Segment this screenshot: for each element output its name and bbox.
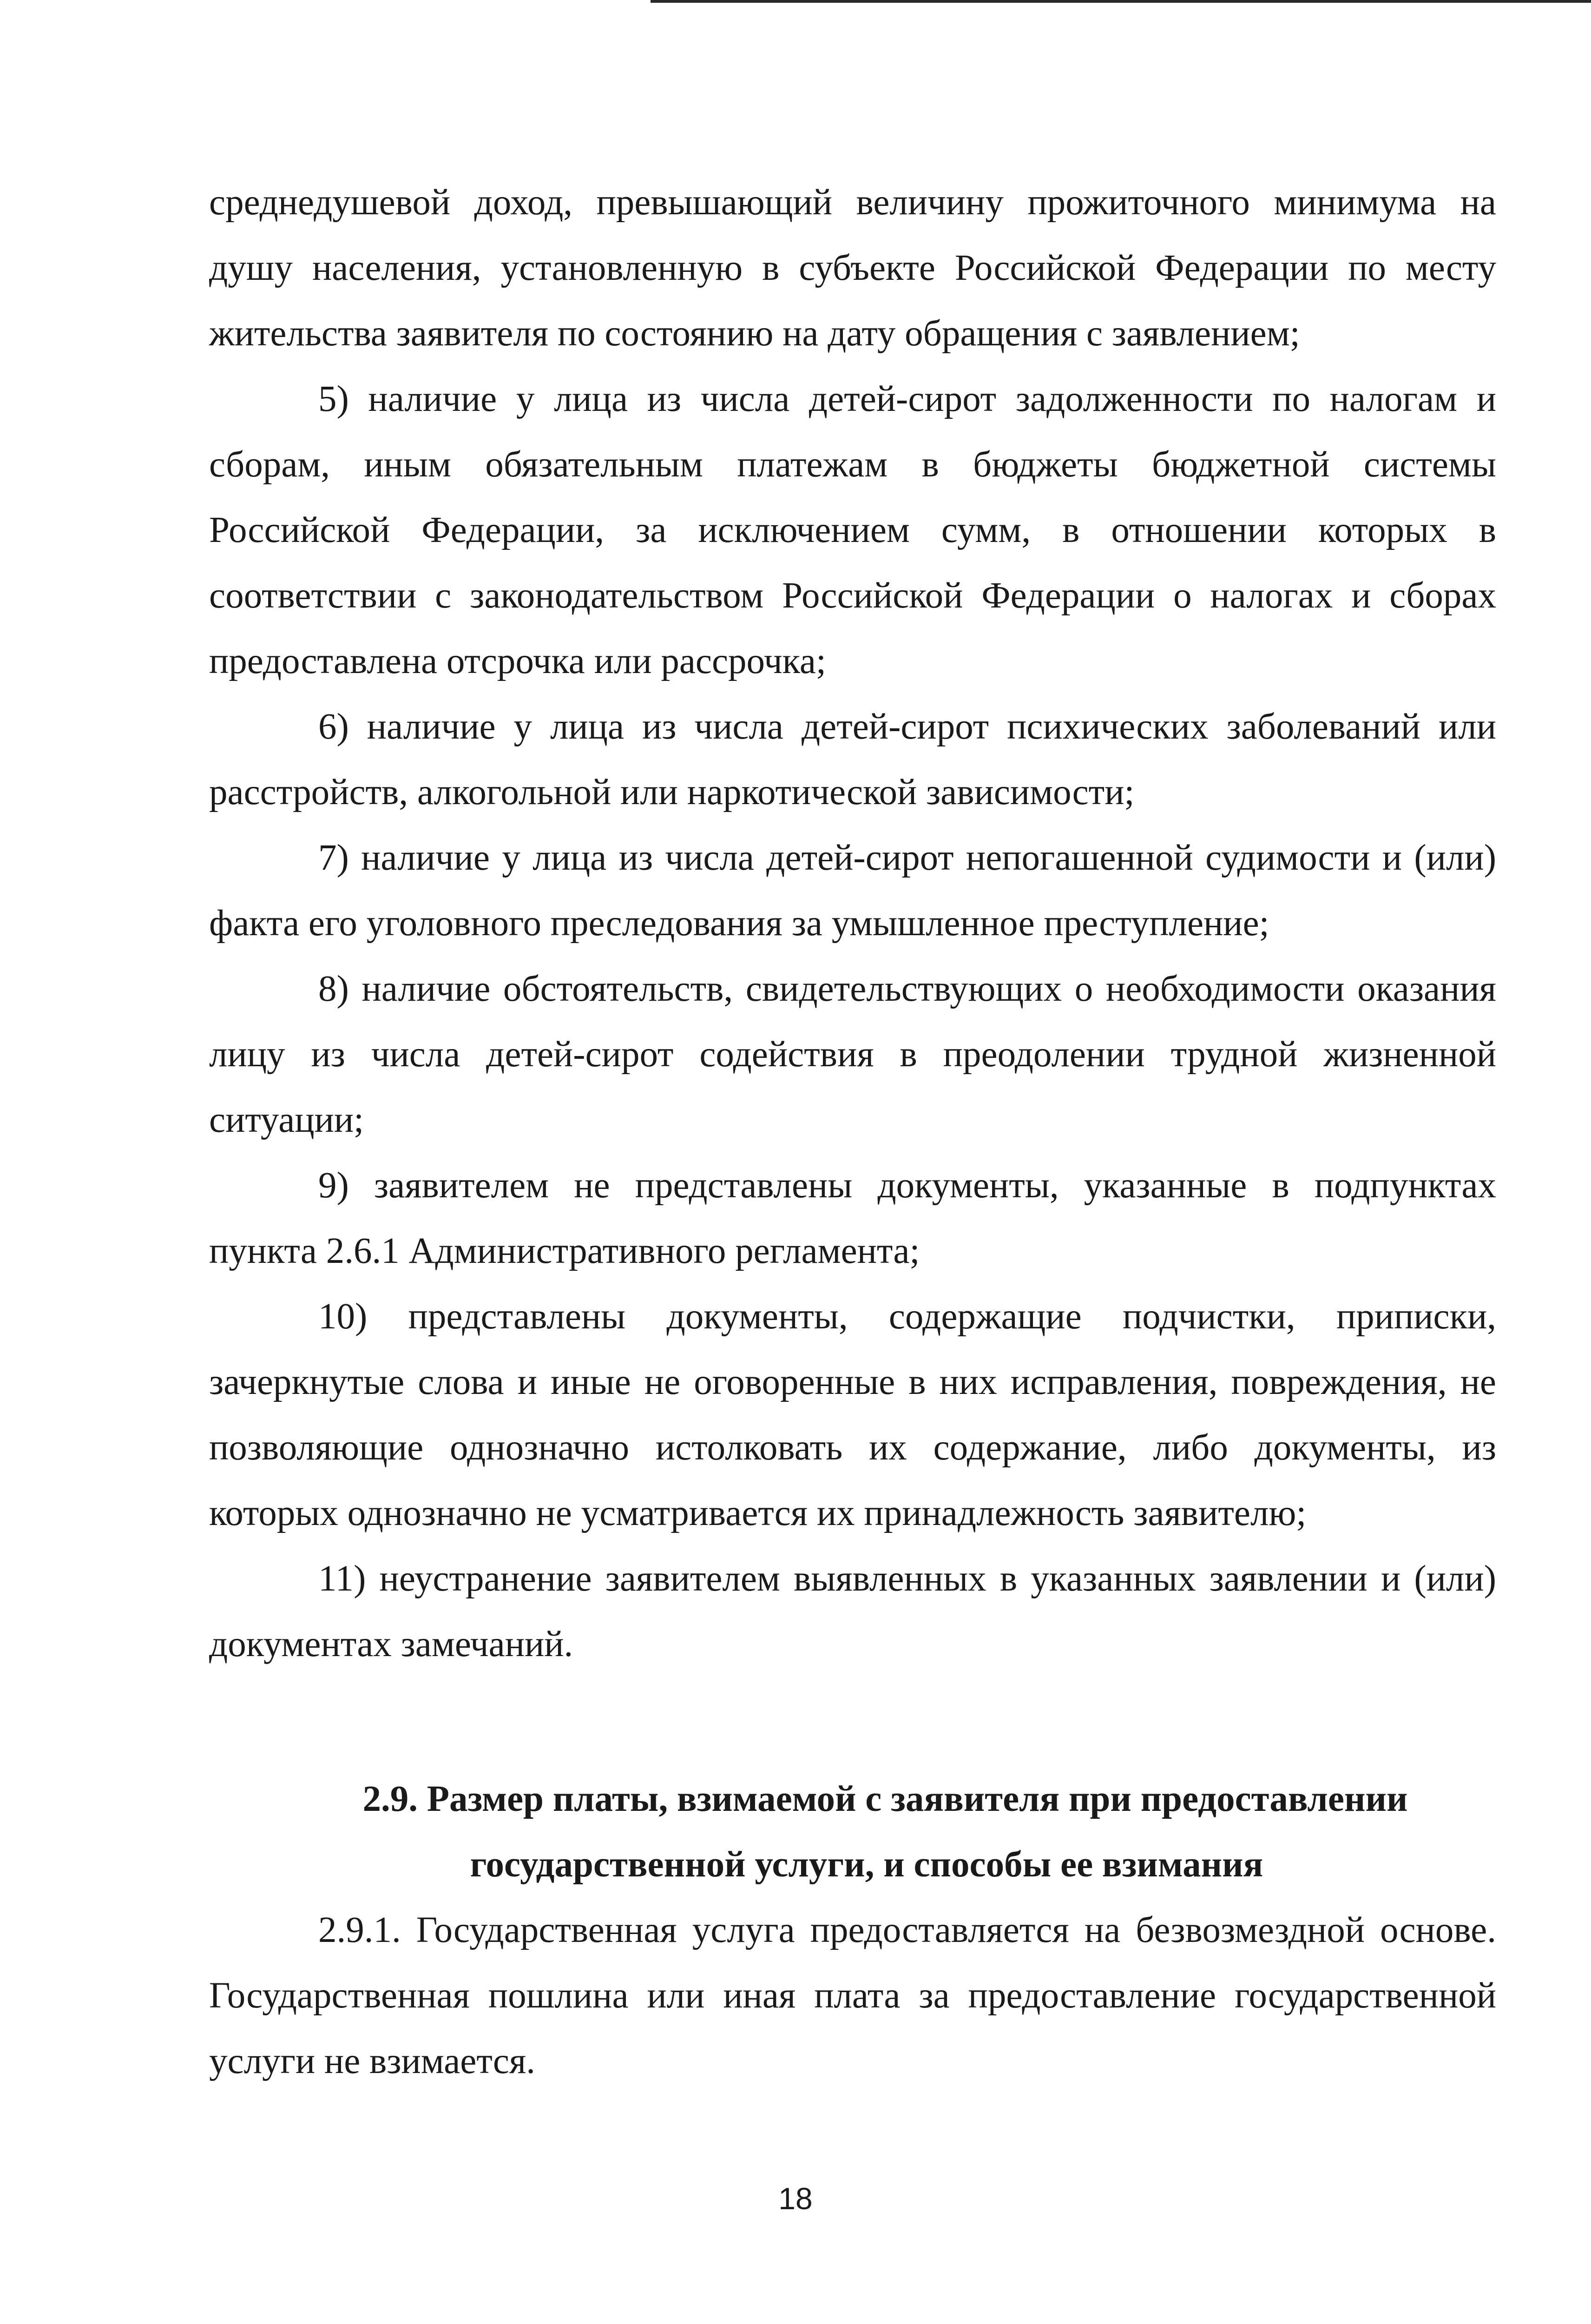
- paragraph-item-7: 7) наличие у лица из числа детей-сирот непогашенной судимости и (или) факта его уголовного преследования за умышленное преступление;: [209, 838, 1496, 944]
- section-heading-line-1: 2.9. Размер платы, взимаемой с заявителя при предоставлении: [362, 1779, 1408, 1819]
- paragraph-item-8: 8) наличие обстоятельств, свидетельствующих о необходимости оказания лицу из числа детей-сирот содействия в преодолении трудной жизненной ситуации;: [209, 969, 1496, 1140]
- paragraph-item-9: 9) заявителем не представлены документы, указанные в подпунктах пункта 2.6.1 Административного регламента;: [209, 1165, 1496, 1271]
- scan-top-edge: [651, 0, 1591, 3]
- page-number: 18: [778, 2181, 813, 2216]
- section-heading: [209, 1766, 1496, 1897]
- section-heading-line-2: государственной услуги, и способы ее взимания: [470, 1844, 1263, 1885]
- paragraph-item-11: 11) неустранение заявителем выявленных в указанных заявлении и (или) документах замечаний.: [209, 1558, 1496, 1664]
- section-paragraph-2-9-1: 2.9.1. Государственная услуга предоставляется на безвозмездной основе. Государственная пошлина или иная плата за предоставление государственной услуги не взимается.: [209, 1910, 1496, 2081]
- paragraph-item-5: 5) наличие у лица из числа детей-сирот задолженности по налогам и сборам, иным обязательным платежам в бюджеты бюджетной системы Российской Федерации, за исключением сумм, в отношении которых в соответствии с законодательством Российской Федерации о налогах и сборах предоставлена отсрочка или рассрочка;: [209, 379, 1496, 681]
- paragraph-item-6: 6) наличие у лица из числа детей-сирот психических заболеваний или расстройств, алкогольной или наркотической зависимости;: [209, 706, 1496, 812]
- paragraph-continuation: среднедушевой доход, превышающий величину прожиточного минимума на душу населения, установленную в субъекте Российской Федерации по месту жительства заявителя по состоянию на дату обращения с заявлением;: [209, 182, 1496, 354]
- document-body: [209, 170, 1496, 2094]
- paragraph-item-10: 10) представлены документы, содержащие подчистки, приписки, зачеркнутые слова и иные не оговоренные в них исправления, повреждения, не позволяющие однозначно истолковать их содержание, либо документы, из которых однозначно не усматривается их принадлежность заявителю;: [209, 1296, 1496, 1533]
